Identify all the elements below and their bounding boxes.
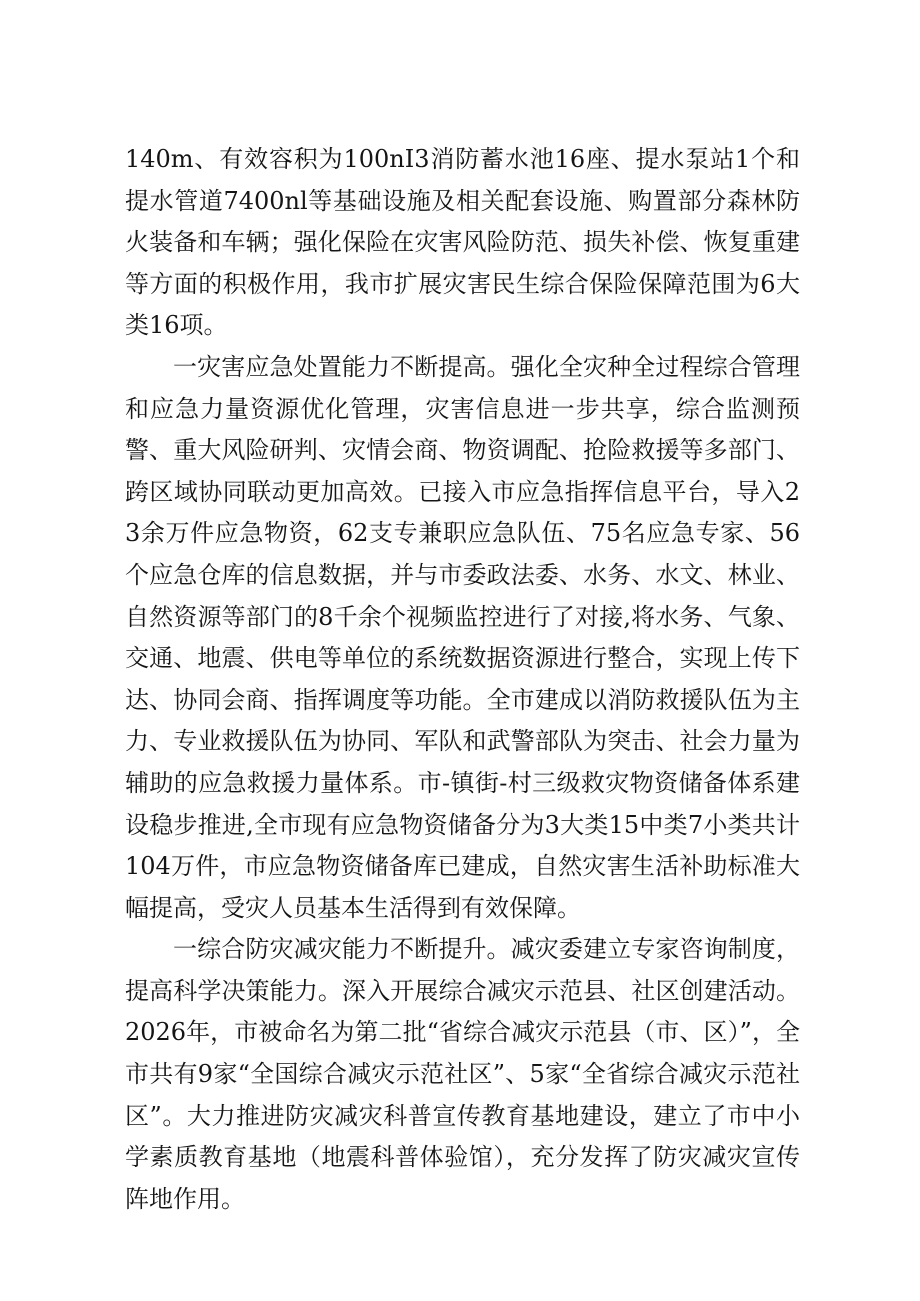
paragraph-emergency-response: 一灾害应急处置能力不断提高。强化全灾种全过程综合管理和应急力量资源优化管理，灾害信息进一步共享，综合监测预警、重大风险研判、灾情会商、物资调配、抢险救援等多部门、跨区域协同联动更加高效。已接入市应急指挥信息平台，导入23余万件应急物资，62支专兼职应急队伍、75名应急专家、56个应急仓库的信息数据，并与市委政法委、水务、水文、林业、自然资源等部门的8千余个视频监控进行了对接,将水务、气象、交通、地震、供电等单位的系统数据资源进行整合，实现上传下达、协同会商、指挥调度等功能。全市建成以消防救援队伍为主力、专业救援队伍为协同、军队和武警部队为突击、社会力量为辅助的应急救援力量体系。市-镇街-村三级救灾物资储备体系建设稳步推进,全市现有应急物资储备分为3大类15中类7小类共计104万件，市应急物资储备库已建成，自然灾害生活补助标准大幅提高，受灾人员基本生活得到有效保障。 (125, 352, 800, 922)
document-body (125, 139, 800, 1220)
paragraph-insurance: 140m、有效容积为100nI3消防蓄水池16座、提水泵站1个和提水管道7400nl等基础设施及相关配套设施、购置部分森林防火装备和车辆；强化保险在灾害风险防范、损失补偿、恢复重建等方面的积极作用，我市扩展灾害民生综合保险保障范围为6大类16项。 (125, 145, 800, 340)
paragraph-disaster-reduction: 一综合防灾减灾能力不断提升。减灾委建立专家咨询制度，提高科学决策能力。深入开展综合减灾示范县、社区创建活动。2026年，市被命名为第二批“省综合减灾示范县（市、区）”，全市共有9家“全国综合减灾示范社区”、5家“全省综合减灾示范社区”。大力推进防灾减灾科普宣传教育基地建设，建立了市中小学素质教育基地（地震科普体验馆），充分发挥了防灾减灾宣传阵地作用。 (125, 935, 800, 1213)
